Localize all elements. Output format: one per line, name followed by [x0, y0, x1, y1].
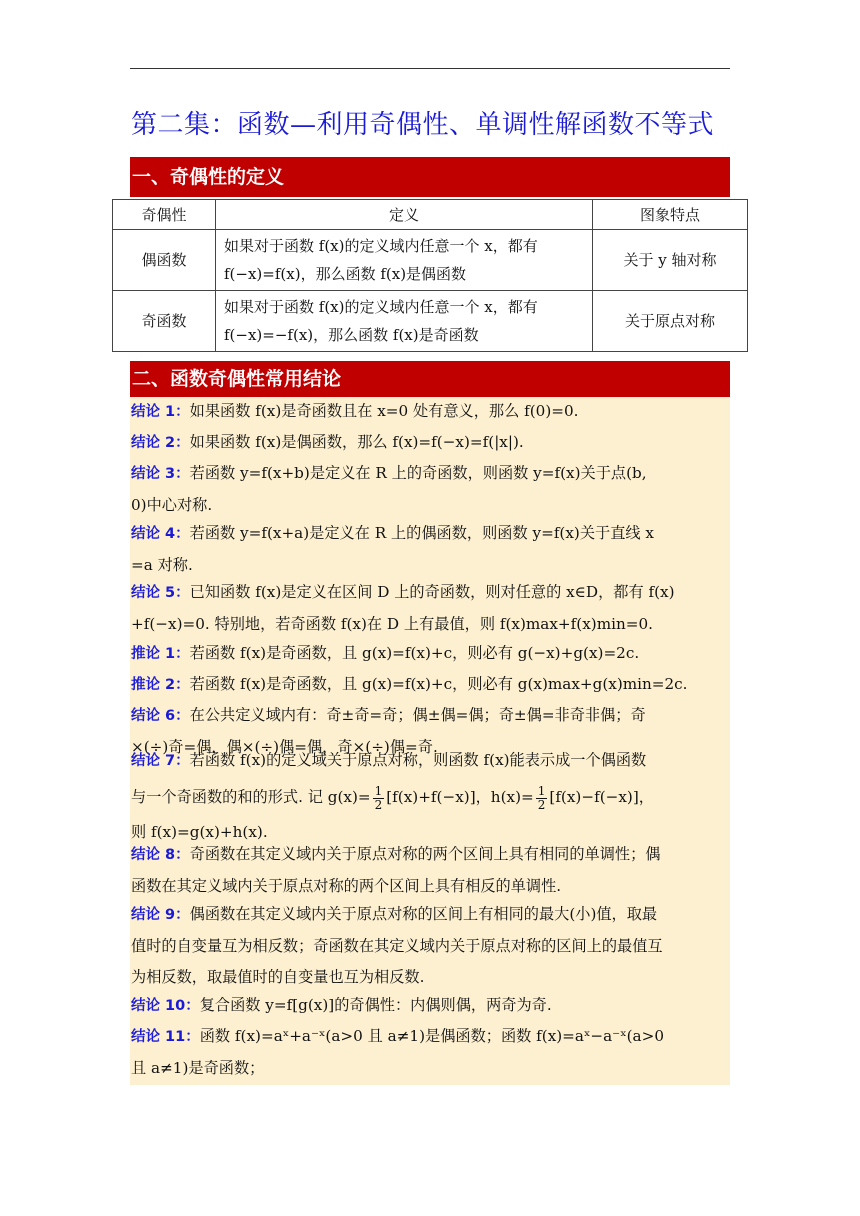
conclusion-text: 与一个奇函数的和的形式. 记 g(x)= [131, 788, 371, 806]
conclusion-text: [f(x)−f(−x)]， [549, 788, 654, 806]
conclusion-item [131, 396, 729, 428]
conclusion-item [131, 990, 729, 1022]
corollary-label: 推论 1： [131, 646, 190, 662]
conclusion-text: 则 f(x)=g(x)+h(x). [131, 823, 268, 841]
conclusion-label: 结论 4： [131, 526, 190, 542]
conclusion-text: 函数在其定义域内关于原点对称的两个区间上具有相反的单调性. [131, 877, 562, 895]
fraction-one-half: $\frac{1}{2}$ [537, 783, 546, 812]
conclusion-text: +f(−x)=0. 特别地，若奇函数 f(x)在 D 上有最值，则 f(x)max+f(x)min=0. [131, 615, 653, 633]
conclusion-text: 若函数 y=f(x+b)是定义在 R 上的奇函数，则函数 y=f(x)关于点(b, [189, 464, 647, 482]
table-row-odd [113, 291, 748, 352]
conclusion-text: 函数 f(x)=aˣ+a⁻ˣ(a>0 且 a≠1)是偶函数；函数 f(x)=aˣ−a⁻ˣ(a>0 [199, 1027, 664, 1045]
conclusion-item [131, 1021, 729, 1084]
header-rule [130, 68, 730, 69]
parity-definition-table [112, 199, 748, 352]
conclusion-item [131, 839, 729, 902]
definition-line: f(−x)=f(x)，那么函数 f(x)是偶函数 [224, 265, 467, 283]
table-header-row [113, 200, 748, 230]
header-definition: 定义 [216, 200, 593, 230]
conclusion-item [131, 745, 729, 848]
conclusion-label: 结论 11： [131, 1029, 200, 1045]
conclusion-item [131, 899, 729, 993]
row-feature: 关于原点对称 [593, 291, 748, 352]
conclusion-label: 结论 2： [131, 435, 190, 451]
conclusion-item [131, 577, 729, 640]
row-feature: 关于 y 轴对称 [593, 230, 748, 291]
conclusion-label: 结论 5： [131, 585, 190, 601]
definition-line: f(−x)=−f(x)，那么函数 f(x)是奇函数 [224, 326, 479, 344]
conclusion-text: [f(x)+f(−x)]，h(x)= [386, 788, 534, 806]
row-name: 奇函数 [113, 291, 216, 352]
corollary-text: 若函数 f(x)是奇函数，且 g(x)=f(x)+c，则必有 g(−x)+g(x)=2c. [189, 644, 640, 662]
conclusion-label: 结论 10： [131, 998, 200, 1014]
conclusion-label: 结论 7： [131, 753, 190, 769]
conclusion-text: 为相反数，取最值时的自变量也互为相反数. [131, 968, 425, 986]
conclusion-text: 0)中心对称. [131, 496, 213, 514]
conclusion-text: 在公共定义域内有：奇±奇=奇；偶±偶=偶；奇±偶=非奇非偶；奇 [189, 706, 646, 724]
conclusion-text: 复合函数 y=f[g(x)]的奇偶性：内偶则偶，两奇为奇. [199, 996, 552, 1014]
conclusion-label: 结论 8： [131, 847, 190, 863]
header-parity: 奇偶性 [113, 200, 216, 230]
conclusion-text: 奇函数在其定义域内关于原点对称的两个区间上具有相同的单调性；偶 [189, 845, 661, 863]
row-definition [216, 230, 593, 291]
corollary-item [131, 669, 729, 701]
conclusion-text: =a 对称. [131, 556, 193, 574]
conclusion-text: 偶函数在其定义域内关于原点对称的区间上有相同的最大(小)值，取最 [189, 905, 658, 923]
conclusion-text: 如果函数 f(x)是偶函数，那么 f(x)=f(−x)=f(|x|). [189, 433, 524, 451]
row-name: 偶函数 [113, 230, 216, 291]
conclusion-text: ×(÷)奇=偶，偶×(÷)偶=偶，奇×(÷)偶=奇. [131, 738, 438, 756]
conclusion-text: 若函数 y=f(x+a)是定义在 R 上的偶函数，则函数 y=f(x)关于直线 x [189, 524, 654, 542]
header-graph-feature: 图象特点 [593, 200, 748, 230]
conclusion-label: 结论 3： [131, 466, 190, 482]
fraction-one-half: $\frac{1}{2}$ [374, 783, 383, 812]
conclusion-text: 若函数 f(x)的定义域关于原点对称，则函数 f(x)能表示成一个偶函数 [189, 751, 647, 769]
section-heading-parity-conclusions: 二、函数奇偶性常用结论 [130, 361, 730, 397]
page-title: 第二集：函数—利用奇偶性、单调性解函数不等式 [131, 110, 715, 140]
conclusion-text: 值时的自变量互为相反数；奇函数在其定义域内关于原点对称的区间上的最值互 [131, 937, 663, 955]
corollary-text: 若函数 f(x)是奇函数，且 g(x)=f(x)+c，则必有 g(x)max+g(x)min=2c. [189, 675, 688, 693]
conclusion-text: 已知函数 f(x)是定义在区间 D 上的奇函数，则对任意的 x∈D，都有 f(x) [189, 583, 675, 601]
corollary-item [131, 638, 729, 670]
conclusion-item [131, 427, 729, 459]
conclusion-label: 结论 9： [131, 907, 190, 923]
conclusion-label: 结论 6： [131, 708, 190, 724]
definition-line: 如果对于函数 f(x)的定义域内任意一个 x，都有 [224, 237, 538, 255]
table-row-even [113, 230, 748, 291]
section-heading-parity-definition: 一、奇偶性的定义 [130, 157, 730, 197]
row-definition [216, 291, 593, 352]
conclusion-label: 结论 1： [131, 404, 190, 420]
conclusion-text: 且 a≠1)是奇函数； [131, 1059, 265, 1077]
corollary-label: 推论 2： [131, 677, 190, 693]
conclusion-item [131, 458, 729, 521]
definition-line: 如果对于函数 f(x)的定义域内任意一个 x，都有 [224, 298, 538, 316]
conclusion-item [131, 518, 729, 581]
conclusion-text: 如果函数 f(x)是奇函数且在 x=0 处有意义，那么 f(0)=0. [189, 402, 579, 420]
